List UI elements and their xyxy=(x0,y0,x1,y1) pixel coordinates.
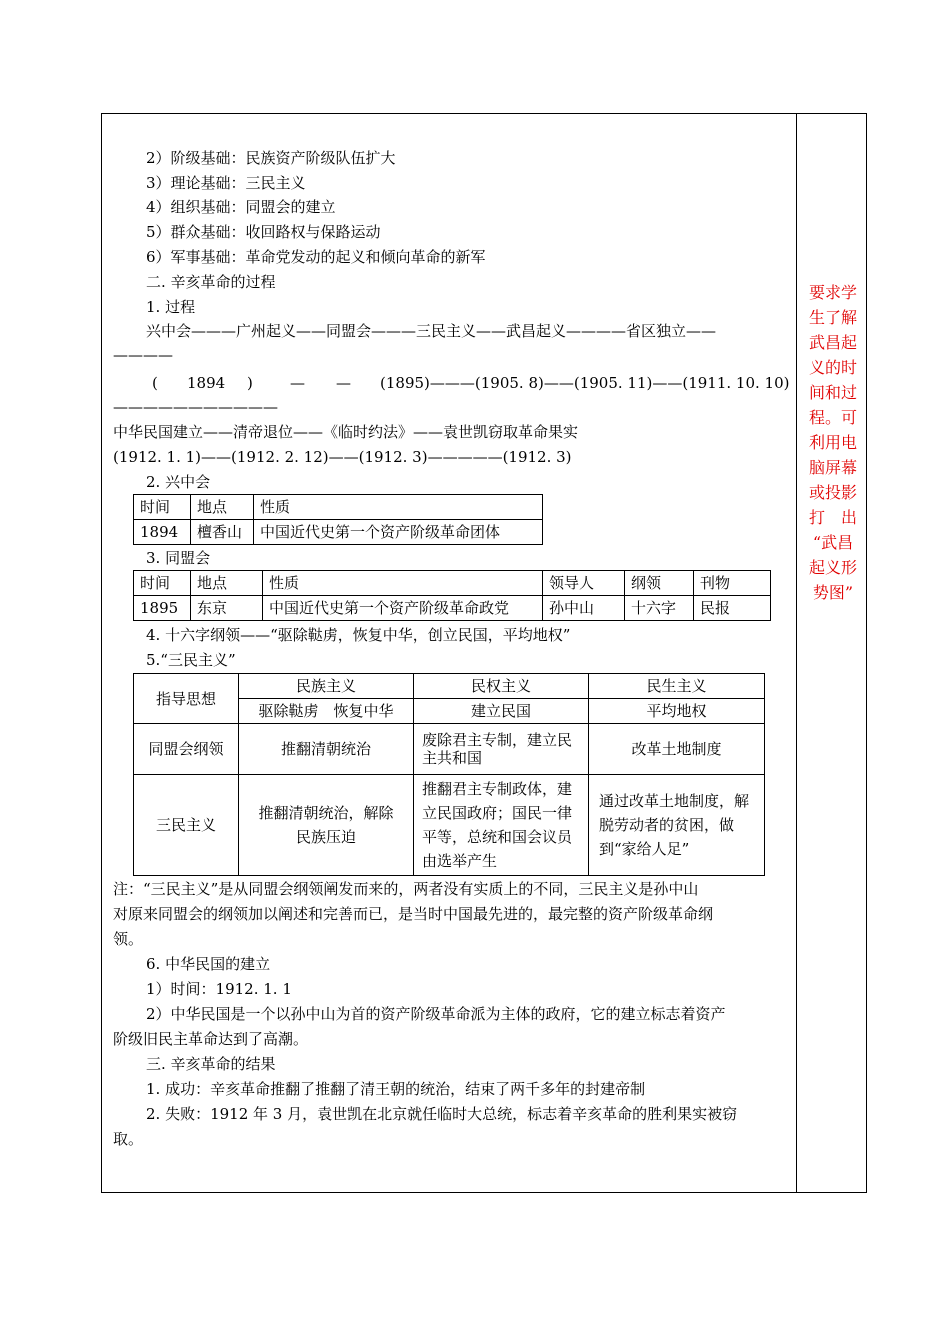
table-cell: 民族主义 xyxy=(239,674,414,699)
table-cell: 民生主义 xyxy=(589,674,765,699)
table-header-cell: 刊物 xyxy=(694,571,771,596)
table-cell: 推翻清朝统治 xyxy=(239,724,414,775)
table-cell: 通过改革土地制度，解脱劳动者的贫困，做到“家给人足” xyxy=(589,775,765,876)
table-header-cell: 性质 xyxy=(263,571,543,596)
text-line: 阶级旧民主革命达到了高潮。 xyxy=(113,1030,309,1048)
note-line: 脑屏幕 xyxy=(808,458,857,477)
table-cell: 驱除鞑虏 恢复中华 xyxy=(239,699,414,724)
table-cell: 十六字 xyxy=(625,596,694,621)
subsection-heading: 6. 中华民国的建立 xyxy=(146,955,271,973)
text-line: 2. 失败：1912 年 3 月，袁世凯在北京就任临时大总统，标志着辛亥革命的胜利果实被窃 xyxy=(146,1105,738,1123)
section-heading: 三. 辛亥革命的结果 xyxy=(146,1055,276,1073)
timeline-dates: (1895)———(1905. 8)——(1905. 11)——(1911. 10. 10) xyxy=(380,374,790,392)
table-cell: 民报 xyxy=(694,596,771,621)
subsection-heading: 1. 过程 xyxy=(146,298,196,316)
timeline-dash: — xyxy=(290,374,305,392)
subsection-heading: 5.“三民主义” xyxy=(146,651,236,669)
note-line: 利用电 xyxy=(808,433,857,452)
section-heading: 二. 辛亥革命的过程 xyxy=(146,273,276,291)
table-cell: 废除君主专制，建立民主共和国 xyxy=(414,724,589,775)
table-cell: 1895 xyxy=(134,596,191,621)
note-line: 或投影 xyxy=(808,483,857,502)
tongmenghui-table xyxy=(133,570,771,621)
table-cell: 中国近代史第一个资产阶级革命团体 xyxy=(254,520,543,545)
text-line: 3）理论基础：三民主义 xyxy=(146,174,306,192)
note-line: 生了解 xyxy=(808,308,857,327)
three-principles-table xyxy=(133,673,765,876)
column-divider xyxy=(796,113,797,1193)
timeline-dates-cont: ——————————— xyxy=(113,398,278,416)
text-line: 4）组织基础：同盟会的建立 xyxy=(146,198,336,216)
note-line: 注：“三民主义”是从同盟会纲领阐发而来的，两者没有实质上的不同，三民主义是孙中山 xyxy=(113,880,699,898)
program-line: 4. 十六字纲领——“驱除鞑虏，恢复中华，创立民国，平均地权” xyxy=(146,626,571,644)
timeline-paren: ) xyxy=(247,374,253,392)
timeline-dash: — xyxy=(336,374,351,392)
note-line: 打 出 xyxy=(808,508,857,527)
table-header-cell: 地点 xyxy=(191,495,254,520)
table-cell: 改革土地制度 xyxy=(589,724,765,775)
table-cell: 1894 xyxy=(134,520,191,545)
table-row xyxy=(134,520,543,545)
timeline-events-cont: ———— xyxy=(113,346,173,364)
table-cell: 孙中山 xyxy=(543,596,625,621)
table-row xyxy=(134,724,765,775)
text-line: 1）时间：1912. 1. 1 xyxy=(146,980,292,998)
table-cell: 檀香山 xyxy=(191,520,254,545)
table-header-row xyxy=(134,495,543,520)
note-line: 领。 xyxy=(113,930,144,948)
table-cell: 推翻君主专制政体，建立民国政府；国民一律平等，总统和国会议员由选举产生 xyxy=(414,775,589,876)
table-cell: 指导思想 xyxy=(134,674,239,724)
table-header-cell: 时间 xyxy=(134,495,191,520)
note-line: 对原来同盟会的纲领加以阐述和完善而已，是当时中国最先进的，最完整的资产阶级革命纲 xyxy=(113,905,714,923)
table-header-cell: 纲领 xyxy=(625,571,694,596)
text-line: 2）中华民国是一个以孙中山为首的资产阶级革命派为主体的政府，它的建立标志着资产 xyxy=(146,1005,726,1023)
table-header-row xyxy=(134,571,771,596)
table-cell: 建立民国 xyxy=(414,699,589,724)
note-line: 义的时 xyxy=(808,358,857,377)
table-header-cell: 时间 xyxy=(134,571,191,596)
text-line: 2）阶级基础：民族资产阶级队伍扩大 xyxy=(146,149,396,167)
table-cell: 推翻清朝统治，解除民族压迫 xyxy=(239,775,414,876)
table-header-cell: 地点 xyxy=(191,571,263,596)
table-cell: 中国近代史第一个资产阶级革命政党 xyxy=(263,596,543,621)
table-row xyxy=(134,674,765,699)
timeline-dates-2: (1912. 1. 1)——(1912. 2. 12)——(1912. 3)—————(1912. 3) xyxy=(113,448,572,466)
subsection-heading: 2. 兴中会 xyxy=(146,473,211,491)
xingzhonghui-table xyxy=(133,494,543,545)
table-cell: 同盟会纲领 xyxy=(134,724,239,775)
note-line: 武昌起 xyxy=(808,333,857,352)
note-line: 程。可 xyxy=(808,408,857,427)
table-header-cell: 领导人 xyxy=(543,571,625,596)
timeline-paren: ( xyxy=(152,374,158,392)
teacher-note xyxy=(800,280,866,605)
text-line: 5）群众基础：收回路权与保路运动 xyxy=(146,223,381,241)
timeline-events-2: 中华民国建立——清帝退位——《临时约法》——袁世凯窃取革命果实 xyxy=(113,423,579,441)
table-cell: 三民主义 xyxy=(134,775,239,876)
table-cell: 东京 xyxy=(191,596,263,621)
subsection-heading: 3. 同盟会 xyxy=(146,549,211,567)
timeline-events: 兴中会———广州起义——同盟会———三民主义——武昌起义————省区独立—— xyxy=(146,322,717,340)
note-line: 起义形 xyxy=(808,558,857,577)
table-cell: 平均地权 xyxy=(589,699,765,724)
text-line: 取。 xyxy=(113,1130,144,1148)
note-line: 势图” xyxy=(812,583,854,602)
text-line: 1. 成功：辛亥革命推翻了推翻了清王朝的统治，结束了两千多年的封建帝制 xyxy=(146,1080,646,1098)
note-line: 要求学 xyxy=(808,283,857,302)
text-line: 6）军事基础：革命党发动的起义和倾向革命的新军 xyxy=(146,248,486,266)
table-cell: 民权主义 xyxy=(414,674,589,699)
note-line: 间和过 xyxy=(808,383,857,402)
table-header-cell: 性质 xyxy=(254,495,543,520)
note-line: “武昌 xyxy=(812,533,854,552)
table-row xyxy=(134,775,765,876)
timeline-year: 1894 xyxy=(187,374,226,392)
table-row xyxy=(134,596,771,621)
